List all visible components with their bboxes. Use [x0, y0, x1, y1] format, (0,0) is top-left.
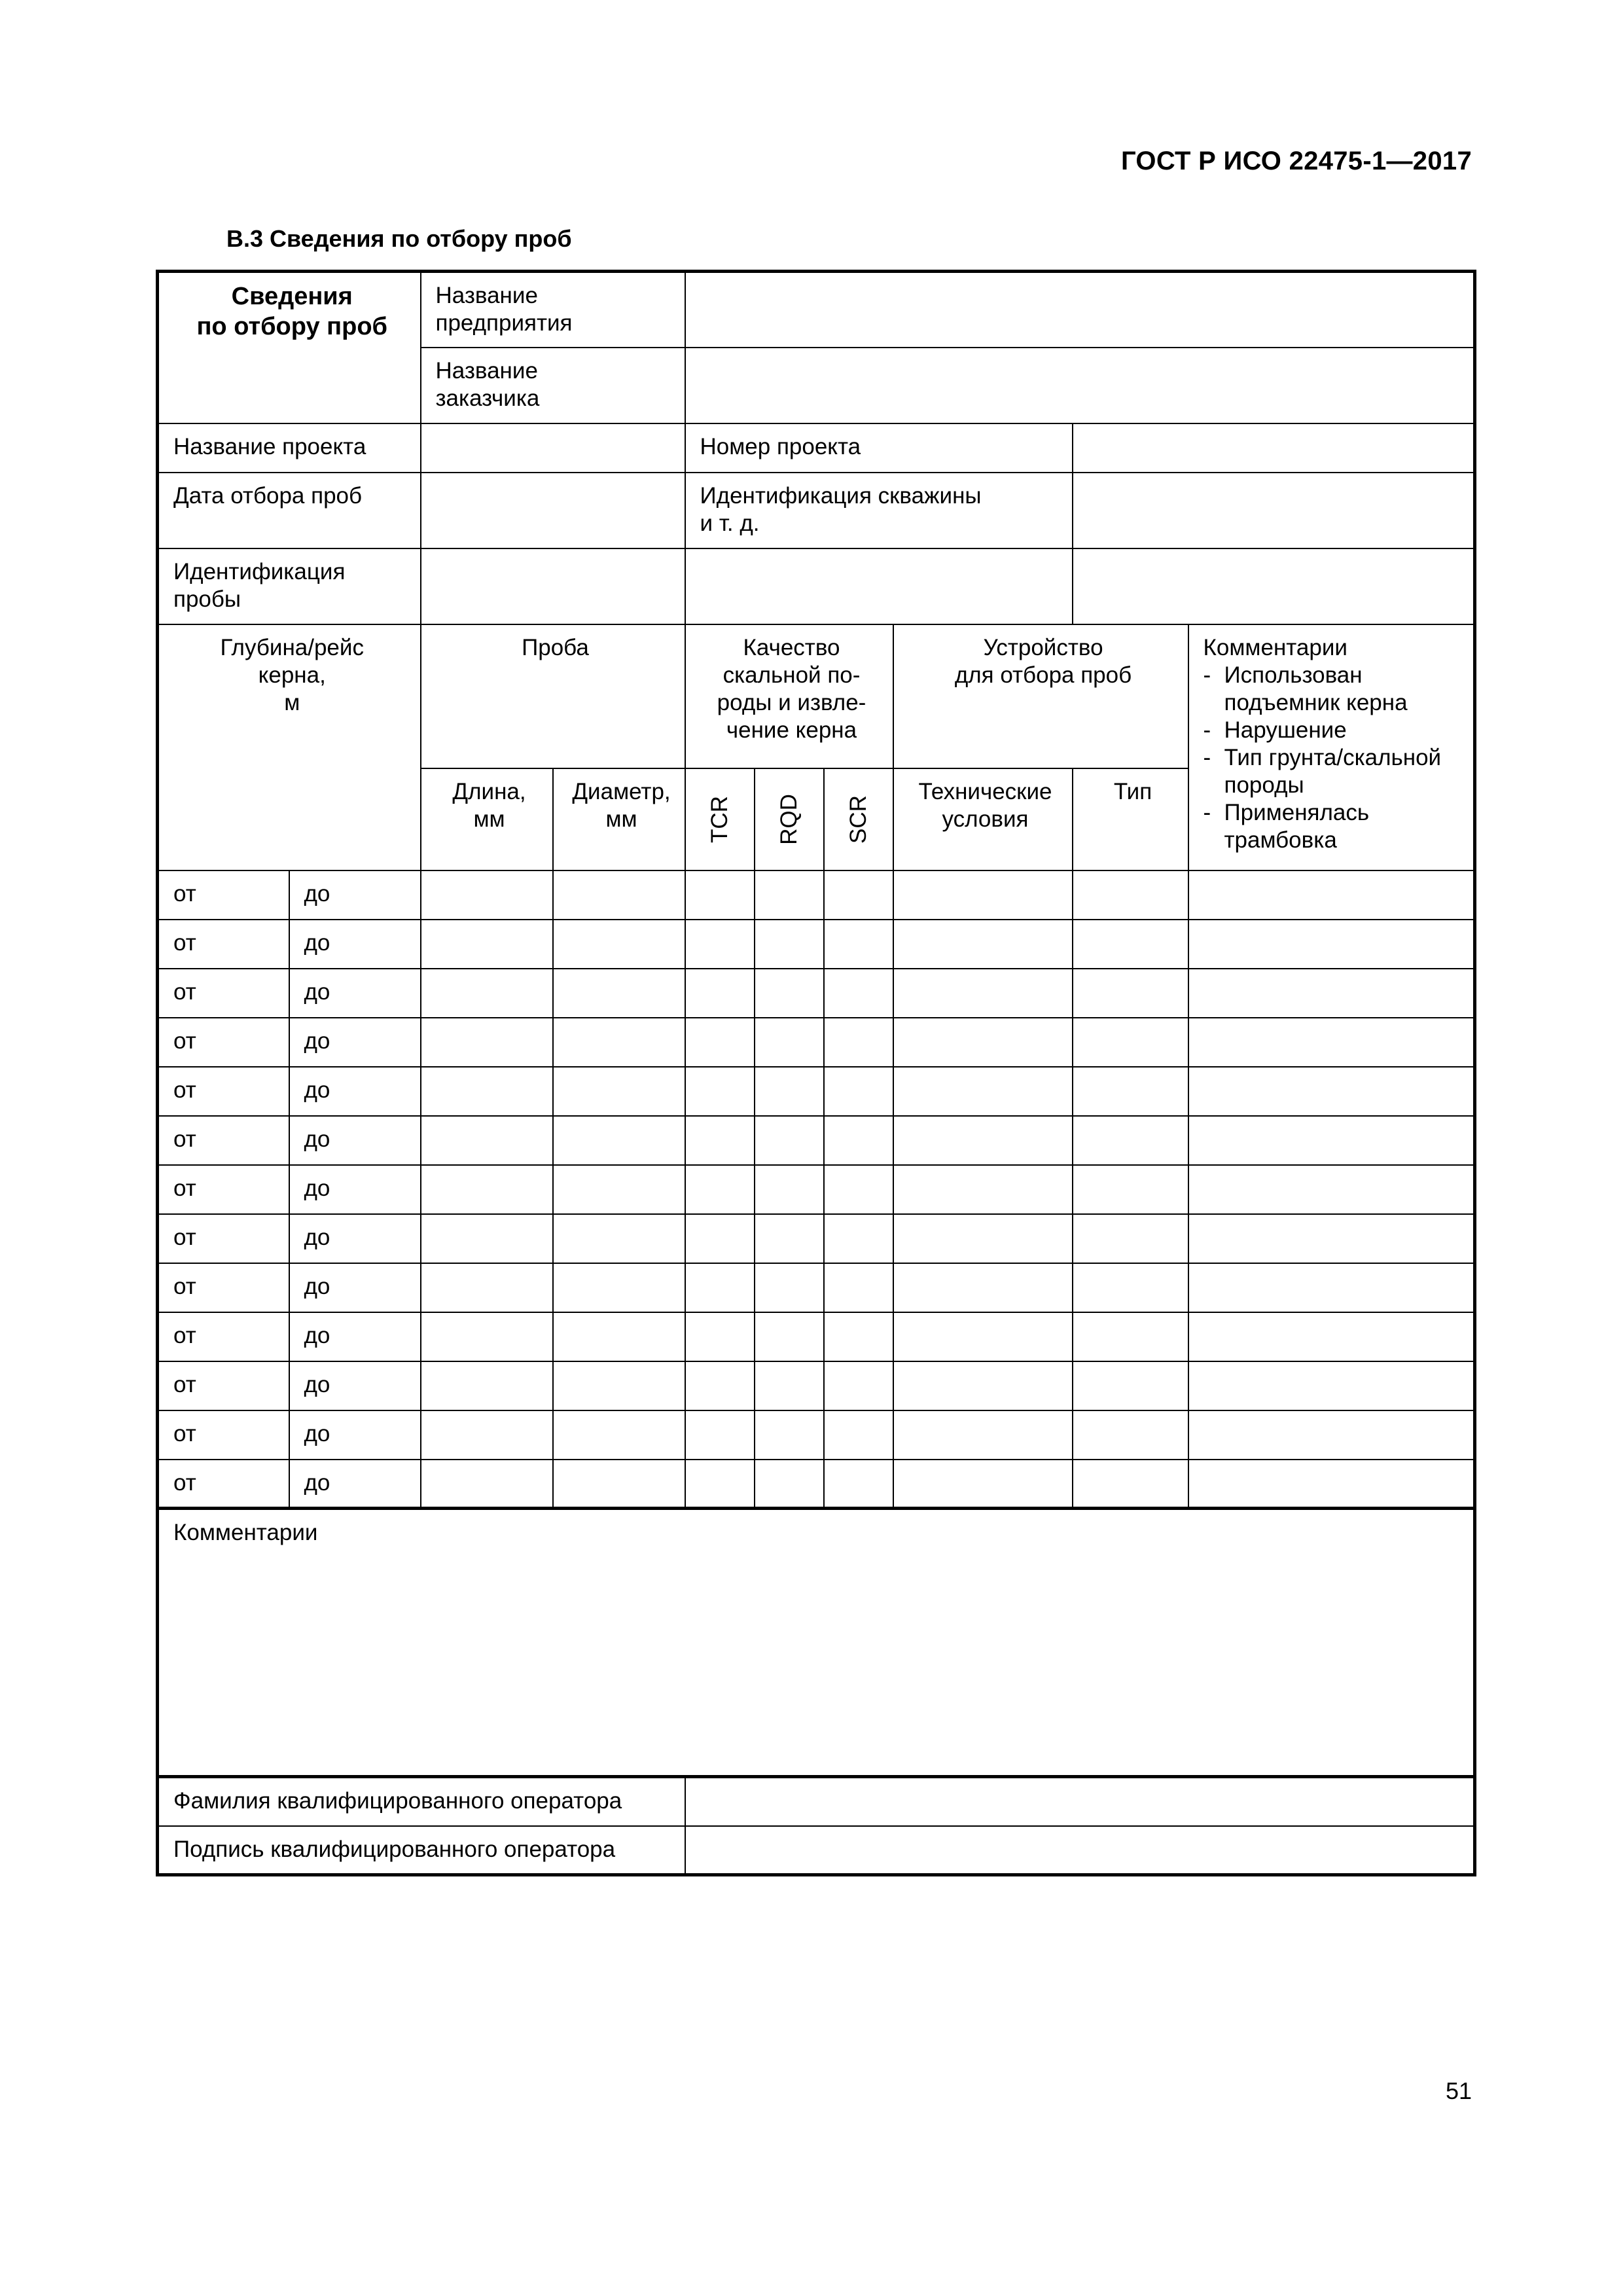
rqd-field[interactable] [755, 1460, 824, 1509]
depth-to-cell[interactable]: до [289, 969, 421, 1018]
table-row [158, 1018, 1475, 1067]
tcr-field[interactable] [685, 920, 755, 969]
operator-name-label: Фамилия квалифицированного оператора [158, 1777, 685, 1826]
comments-column-list [1204, 662, 1465, 854]
operator-signature-field[interactable] [685, 1826, 1475, 1875]
comments-field[interactable] [1188, 1410, 1475, 1460]
tcr-field[interactable] [685, 1361, 755, 1410]
sample-column-header: Проба [421, 624, 685, 768]
depth-to-cell[interactable]: до [289, 1116, 421, 1165]
diameter-field[interactable] [553, 1460, 685, 1509]
depth-from-cell[interactable]: от [158, 1312, 289, 1361]
tech-conditions-field[interactable] [893, 870, 1073, 920]
customer-name-label: Название заказчика [421, 348, 685, 423]
scr-field[interactable] [824, 920, 893, 969]
diameter-field[interactable] [553, 1312, 685, 1361]
tcr-field[interactable] [685, 1116, 755, 1165]
table-row [158, 1263, 1475, 1312]
table-row [158, 969, 1475, 1018]
depth-to-cell[interactable]: до [289, 1460, 421, 1509]
comments-item-disturbance: - Нарушение [1204, 717, 1465, 744]
table-row [158, 920, 1475, 969]
rqd-field[interactable] [755, 1018, 824, 1067]
tech-conditions-field[interactable] [893, 1263, 1073, 1312]
length-field[interactable] [421, 1361, 553, 1410]
comments-item-soil-type: - Тип грунта/скальной породы [1204, 744, 1465, 799]
sampling-date-label: Дата отбора проб [158, 473, 421, 548]
customer-name-field[interactable] [685, 348, 1475, 423]
borehole-id-label: Идентификация скважины и т. д. [685, 473, 1073, 548]
type-field[interactable] [1073, 1116, 1188, 1165]
rqd-column-header [755, 768, 824, 870]
depth-from-cell[interactable]: от [158, 1116, 289, 1165]
project-number-field[interactable] [1073, 423, 1475, 473]
scr-field[interactable] [824, 1410, 893, 1460]
document-code: ГОСТ Р ИСО 22475-1—2017 [1120, 147, 1472, 175]
table-row [158, 1410, 1475, 1460]
diameter-field[interactable] [553, 1018, 685, 1067]
sampling-info-heading: Сведения по отбору проб [158, 272, 421, 423]
tcr-field[interactable] [685, 1018, 755, 1067]
borehole-id-field[interactable] [1073, 473, 1475, 548]
length-field[interactable] [421, 870, 553, 920]
scr-field[interactable] [824, 1067, 893, 1116]
scr-field[interactable] [824, 969, 893, 1018]
tech-conditions-field[interactable] [893, 1165, 1073, 1214]
type-field[interactable] [1073, 920, 1188, 969]
depth-to-cell[interactable]: до [289, 1312, 421, 1361]
diameter-field[interactable] [553, 920, 685, 969]
scr-column-header [824, 768, 893, 870]
type-field[interactable] [1073, 1460, 1188, 1509]
length-field[interactable] [421, 1410, 553, 1460]
depth-from-cell[interactable]: от [158, 1410, 289, 1460]
rqd-field[interactable] [755, 1263, 824, 1312]
length-field[interactable] [421, 1018, 553, 1067]
table-row [158, 1067, 1475, 1116]
tech-conditions-field[interactable] [893, 1460, 1073, 1509]
depth-to-cell[interactable]: до [289, 870, 421, 920]
tech-conditions-field[interactable] [893, 1410, 1073, 1460]
comments-field[interactable] [1188, 1067, 1475, 1116]
comments-field[interactable] [1188, 1018, 1475, 1067]
tcr-label: TCR [706, 795, 732, 843]
comments-field[interactable] [1188, 1460, 1475, 1509]
table-row [158, 1214, 1475, 1263]
diameter-field[interactable] [553, 870, 685, 920]
depth-to-cell[interactable]: до [289, 1410, 421, 1460]
comments-item-tamping: - Применялась трамбовка [1204, 799, 1465, 854]
depth-from-cell[interactable]: от [158, 1018, 289, 1067]
comments-box[interactable] [158, 1509, 1475, 1777]
company-name-label: Название предприятия [421, 272, 685, 348]
sample-id-extra-field[interactable] [685, 548, 1073, 624]
type-column-header: Тип [1073, 768, 1188, 870]
sample-id-extra-field-2[interactable] [1073, 548, 1475, 624]
table-row [158, 870, 1475, 920]
depth-from-cell[interactable]: от [158, 920, 289, 969]
project-number-label: Номер проекта [685, 423, 1073, 473]
depth-to-cell[interactable]: до [289, 1263, 421, 1312]
project-name-field[interactable] [421, 423, 685, 473]
depth-from-cell[interactable]: от [158, 1263, 289, 1312]
operator-signature-label: Подпись квалифицированного оператора [158, 1826, 685, 1875]
sampling-info-form [156, 270, 1476, 1876]
type-field[interactable] [1073, 1214, 1188, 1263]
sample-id-label: Идентификация пробы [158, 548, 421, 624]
depth-column-header: Глубина/рейс керна, м [158, 624, 421, 870]
scr-field[interactable] [824, 1214, 893, 1263]
diameter-field[interactable] [553, 969, 685, 1018]
tcr-field[interactable] [685, 1263, 755, 1312]
tech-conditions-field[interactable] [893, 969, 1073, 1018]
length-field[interactable] [421, 1165, 553, 1214]
type-field[interactable] [1073, 1165, 1188, 1214]
table-row [158, 1361, 1475, 1410]
scr-field[interactable] [824, 1312, 893, 1361]
type-field[interactable] [1073, 870, 1188, 920]
diameter-field[interactable] [553, 1067, 685, 1116]
scr-label: SCR [845, 795, 871, 844]
company-name-field[interactable] [685, 272, 1475, 348]
tech-conditions-field[interactable] [893, 1018, 1073, 1067]
diameter-field[interactable] [553, 1214, 685, 1263]
diameter-field[interactable] [553, 1361, 685, 1410]
diameter-column-header: Диаметр, мм [553, 768, 685, 870]
comments-field[interactable] [1188, 969, 1475, 1018]
depth-from-cell[interactable]: от [158, 870, 289, 920]
table-row [158, 1460, 1475, 1509]
tcr-field[interactable] [685, 1312, 755, 1361]
comments-field[interactable] [1188, 1263, 1475, 1312]
type-field[interactable] [1073, 1312, 1188, 1361]
length-field[interactable] [421, 1312, 553, 1361]
rqd-label: RQD [776, 793, 802, 845]
tech-conditions-field[interactable] [893, 1312, 1073, 1361]
comments-field[interactable] [1188, 1214, 1475, 1263]
comments-field[interactable] [1188, 1312, 1475, 1361]
diameter-field[interactable] [553, 1410, 685, 1460]
type-field[interactable] [1073, 1018, 1188, 1067]
type-field[interactable] [1073, 969, 1188, 1018]
comments-field[interactable] [1188, 920, 1475, 969]
rqd-field[interactable] [755, 920, 824, 969]
comments-label: Комментарии [173, 1520, 318, 1545]
diameter-field[interactable] [553, 1263, 685, 1312]
depth-to-cell[interactable]: до [289, 1165, 421, 1214]
tcr-field[interactable] [685, 1214, 755, 1263]
operator-name-field[interactable] [685, 1777, 1475, 1826]
project-name-label: Название проекта [158, 423, 421, 473]
depth-from-cell[interactable]: от [158, 1165, 289, 1214]
scr-field[interactable] [824, 1361, 893, 1410]
tech-conditions-column-header: Технические условия [893, 768, 1073, 870]
tcr-field[interactable] [685, 969, 755, 1018]
length-field[interactable] [421, 1263, 553, 1312]
comments-field[interactable] [1188, 1165, 1475, 1214]
device-column-header: Устройство для отбора проб [893, 624, 1188, 768]
comments-field[interactable] [1188, 1361, 1475, 1410]
length-column-header: Длина, мм [421, 768, 553, 870]
rock-quality-column-header: Качество скальной по- роды и извле- чение керна [685, 624, 893, 768]
rqd-field[interactable] [755, 1214, 824, 1263]
tcr-field[interactable] [685, 1460, 755, 1509]
depth-from-cell[interactable]: от [158, 1361, 289, 1410]
length-field[interactable] [421, 1214, 553, 1263]
length-field[interactable] [421, 1460, 553, 1509]
rqd-field[interactable] [755, 1410, 824, 1460]
table-row [158, 1312, 1475, 1361]
table-row [158, 1116, 1475, 1165]
length-field[interactable] [421, 920, 553, 969]
scr-field[interactable] [824, 870, 893, 920]
diameter-field[interactable] [553, 1116, 685, 1165]
tech-conditions-field[interactable] [893, 920, 1073, 969]
length-field[interactable] [421, 1067, 553, 1116]
type-field[interactable] [1073, 1361, 1188, 1410]
page-number: 51 [1445, 2077, 1472, 2104]
type-field[interactable] [1073, 1263, 1188, 1312]
data-rows [158, 870, 1475, 1509]
rqd-field[interactable] [755, 1165, 824, 1214]
scr-field[interactable] [824, 1116, 893, 1165]
depth-to-cell[interactable]: до [289, 1067, 421, 1116]
rqd-field[interactable] [755, 1116, 824, 1165]
tech-conditions-field[interactable] [893, 1067, 1073, 1116]
comments-field[interactable] [1188, 1116, 1475, 1165]
depth-from-cell[interactable]: от [158, 1460, 289, 1509]
tech-conditions-field[interactable] [893, 1116, 1073, 1165]
length-field[interactable] [421, 969, 553, 1018]
length-field[interactable] [421, 1116, 553, 1165]
tcr-field[interactable] [685, 1165, 755, 1214]
scr-field[interactable] [824, 1165, 893, 1214]
sampling-date-field[interactable] [421, 473, 685, 548]
depth-to-cell[interactable]: до [289, 1361, 421, 1410]
tcr-field[interactable] [685, 1067, 755, 1116]
scr-field[interactable] [824, 1460, 893, 1509]
tech-conditions-field[interactable] [893, 1214, 1073, 1263]
tcr-field[interactable] [685, 870, 755, 920]
comments-column-title: Комментарии [1203, 634, 1347, 660]
comments-field[interactable] [1188, 870, 1475, 920]
table-row [158, 1165, 1475, 1214]
scr-field[interactable] [824, 1263, 893, 1312]
depth-to-cell[interactable]: до [289, 1018, 421, 1067]
rqd-field[interactable] [755, 1067, 824, 1116]
comments-item-core-lifter: - Использован подъемник керна [1204, 662, 1465, 717]
diameter-field[interactable] [553, 1165, 685, 1214]
tcr-column-header [685, 768, 755, 870]
tech-conditions-field[interactable] [893, 1361, 1073, 1410]
rqd-field[interactable] [755, 969, 824, 1018]
comments-column-header [1188, 624, 1475, 870]
depth-from-cell[interactable]: от [158, 1214, 289, 1263]
depth-to-cell[interactable]: до [289, 1214, 421, 1263]
depth-to-cell[interactable]: до [289, 920, 421, 969]
rqd-field[interactable] [755, 1312, 824, 1361]
depth-from-cell[interactable]: от [158, 1067, 289, 1116]
scr-field[interactable] [824, 1018, 893, 1067]
type-field[interactable] [1073, 1067, 1188, 1116]
section-title: B.3 Сведения по отбору проб [226, 225, 572, 252]
rqd-field[interactable] [755, 870, 824, 920]
depth-from-cell[interactable]: от [158, 969, 289, 1018]
type-field[interactable] [1073, 1410, 1188, 1460]
rqd-field[interactable] [755, 1361, 824, 1410]
sample-id-field[interactable] [421, 548, 685, 624]
tcr-field[interactable] [685, 1410, 755, 1460]
